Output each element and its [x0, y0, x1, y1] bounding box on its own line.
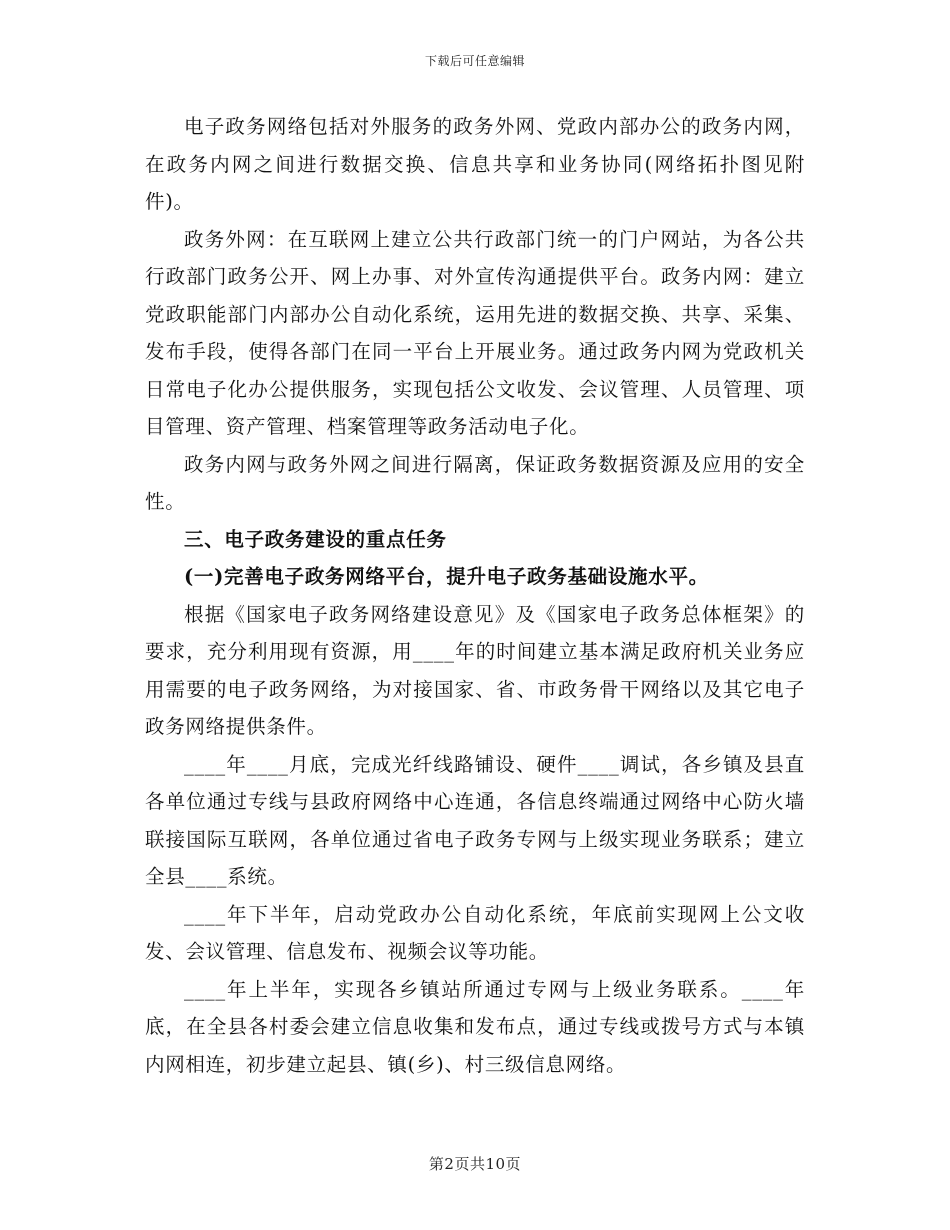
paragraph-fiber-deployment: ____年____月底，完成光纤线路铺设、硬件____调试，各乡镇及县直各单位通过专线与县政府网络中心连通，各信息终端通过网络中心防火墙联接国际互联网，各单位通过省电子政务专网与上级实现业务联系；建立全县____系统。 — [145, 752, 805, 888]
document-body — [145, 108, 805, 1083]
paragraph-network-overview: 电子政务网络包括对外服务的政务外网、党政内部办公的政务内网，在政务内网之间进行数据交换、信息共享和业务协同(网络拓扑图见附件)。 — [145, 115, 805, 213]
paragraph-national-framework: 根据《国家电子政务网络建设意见》及《国家电子政务总体框架》的要求，充分利用现有资源，用____年的时间建立基本满足政府机关业务应用需要的电子政务网络，为对接国家、省、市政务骨干网络以及其它电子政务网络提供条件。 — [145, 602, 805, 738]
paragraph-office-automation: ____年下半年，启动党政办公自动化系统，年底前实现网上公文收发、会议管理、信息发布、视频会议等功能。 — [145, 902, 805, 963]
paragraph-network-isolation: 政务内网与政务外网之间进行隔离，保证政务数据资源及应用的安全性。 — [145, 452, 805, 513]
paragraph-three-level-network: ____年上半年，实现各乡镇站所通过专网与上级业务联系。____年底，在全县各村委会建立信息收集和发布点，通过专线或拨号方式与本镇内网相连，初步建立起县、镇(乡)、村三级信息网络。 — [145, 977, 805, 1076]
paragraph-external-internal-network: 政务外网：在互联网上建立公共行政部门统一的门户网站，为各公共行政部门政务公开、网上办事、对外宣传沟通提供平台。政务内网：建立党政职能部门内部办公自动化系统，运用先进的数据交换、共享、采集、发布手段，使得各部门在同一平台上开展业务。通过政务内网为党政机关日常电子化办公提供服务，实现包括公文收发、会议管理、人员管理、项目管理、资产管理、档案管理等政务活动电子化。 — [145, 227, 805, 438]
section-heading-key-tasks: 三、电子政务建设的重点任务 — [184, 527, 447, 551]
subsection-heading-network-platform: (一)完善电子政务网络平台，提升电子政务基础设施水平。 — [184, 565, 709, 588]
page-number: 第2页共10页 — [428, 1155, 522, 1173]
header-note: 下载后可任意编辑 — [424, 54, 525, 68]
